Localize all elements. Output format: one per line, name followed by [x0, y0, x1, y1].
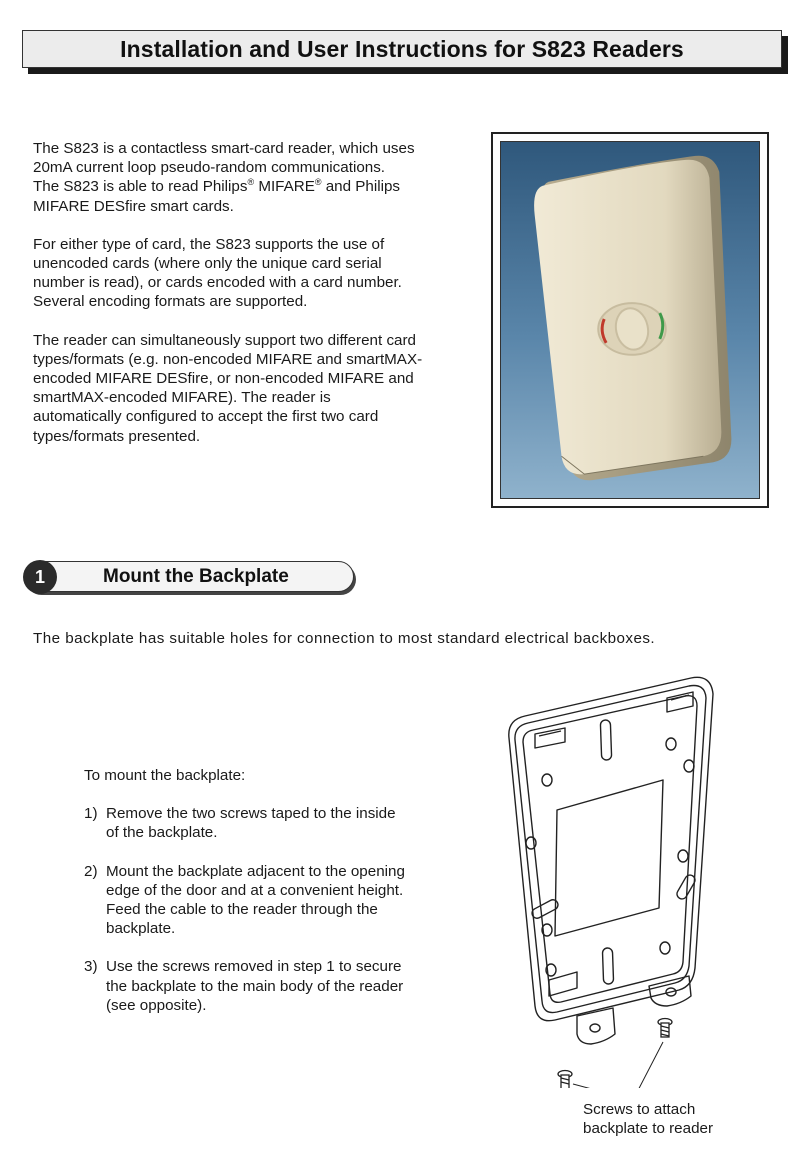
intro-text	[33, 139, 473, 465]
intro-paragraph-3	[33, 331, 473, 446]
intro-line: smartMAX-encoded MIFARE). The reader is	[33, 389, 331, 407]
caption-line: Screws to attach	[583, 1101, 696, 1118]
mounting-instructions	[84, 766, 454, 1034]
intro-line: unencoded cards (where only the unique card serial	[33, 255, 382, 273]
step-text	[106, 957, 454, 1015]
registered-mark: ®	[247, 177, 255, 188]
caption-line: backplate to reader	[583, 1120, 714, 1138]
intro-line: For either type of card, the S823 supports the use of	[33, 235, 385, 253]
step-line: the backplate to the main body of the reader	[106, 977, 404, 995]
intro-line: MIFARE	[254, 178, 315, 196]
intro-line: number is read), or cards encoded with a card number.	[33, 274, 402, 292]
list-item	[84, 957, 454, 1015]
step-line: of the backplate.	[106, 824, 218, 842]
step-line: Mount the backplate adjacent to the opening	[106, 862, 405, 880]
intro-line: The reader can simultaneously support two different card	[33, 331, 416, 349]
steps-list	[84, 804, 454, 1015]
title-banner	[22, 30, 782, 68]
intro-line: and Philips	[321, 178, 401, 196]
page-title: Installation and User Instructions for S823 Readers	[120, 35, 684, 62]
intro-line: 20mA current loop pseudo-random communications.	[33, 159, 386, 177]
intro-paragraph-1	[33, 139, 473, 216]
backplate-diagram-icon	[495, 668, 745, 1088]
section-lead-text: The backplate has suitable holes for connection to most standard electrical backboxes.	[33, 630, 656, 647]
list-item	[84, 804, 454, 842]
registered-mark: ®	[314, 177, 322, 188]
intro-line: MIFARE DESfire smart cards.	[33, 197, 234, 215]
intro-paragraph-2	[33, 235, 473, 312]
step-line: Use the screws removed in step 1 to secure	[106, 958, 402, 976]
step-line: (see opposite).	[106, 996, 207, 1014]
product-photo-frame	[491, 132, 769, 508]
intro-line: encoded MIFARE DESfire, or non-encoded MIFARE and	[33, 370, 414, 388]
reader-photo-icon	[500, 141, 760, 499]
diagram-caption	[583, 1100, 713, 1138]
section-number-badge: 1	[23, 560, 57, 594]
intro-line: Several encoding formats are supported.	[33, 293, 308, 311]
intro-line: The S823 is a contactless smart-card reader, which uses	[33, 140, 415, 157]
section-title: Mount the Backplate	[103, 566, 289, 587]
intro-line: types/formats presented.	[33, 427, 201, 445]
step-line: edge of the door and at a convenient height.	[106, 881, 404, 899]
section-heading-mount-backplate	[24, 561, 354, 592]
step-line: backplate.	[106, 920, 176, 938]
intro-line: The S823 is able to read Philips	[33, 178, 248, 196]
step-number: 2)	[84, 862, 98, 880]
step-line: Remove the two screws taped to the inside	[106, 805, 396, 823]
step-number: 1)	[84, 805, 98, 823]
step-text	[106, 804, 454, 842]
step-number: 3)	[84, 958, 98, 976]
step-line: Feed the cable to the reader through the	[106, 901, 378, 919]
step-text	[106, 862, 454, 939]
list-item	[84, 862, 454, 939]
instructions-intro: To mount the backplate:	[84, 767, 246, 784]
intro-line: types/formats (e.g. non-encoded MIFARE and smartMAX-	[33, 350, 423, 368]
intro-line: automatically configured to accept the first two card	[33, 408, 379, 426]
